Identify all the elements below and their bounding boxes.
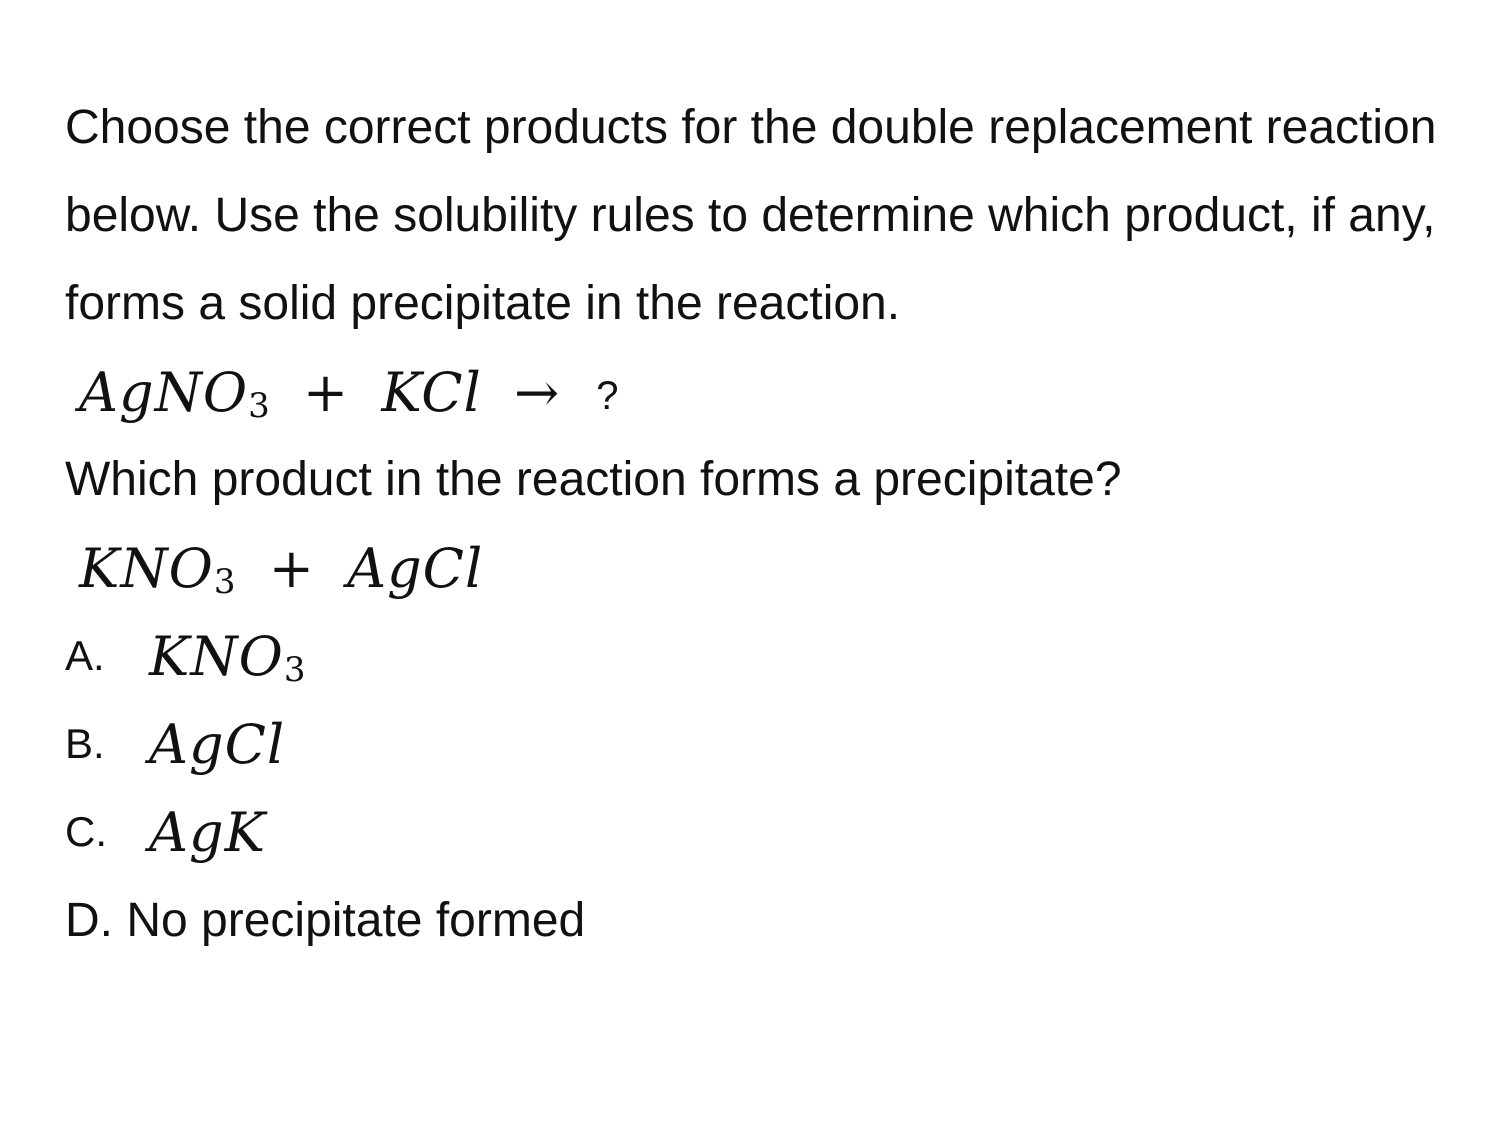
- option-c[interactable]: [65, 788, 1465, 876]
- reactant-1-subscript: 3: [248, 385, 271, 426]
- question-card: [65, 84, 1465, 964]
- option-a-label: A.: [65, 632, 105, 679]
- reactant-1: AgNO: [79, 360, 249, 424]
- unknown-products-mark: ?: [596, 373, 619, 418]
- products-equation: [65, 524, 1465, 612]
- option-d-label: D. No precipitate formed: [65, 893, 586, 947]
- option-c-label: C.: [65, 808, 107, 855]
- option-b-label: B.: [65, 720, 105, 767]
- option-a[interactable]: [65, 612, 1465, 700]
- option-a-formula: [149, 625, 307, 688]
- option-b-formula: AgCl: [149, 712, 286, 776]
- option-c-formula: AgK: [149, 800, 266, 864]
- reaction-equation: [65, 348, 1465, 436]
- option-a-subscript: 3: [283, 649, 307, 690]
- reaction-math: [79, 361, 574, 424]
- products-math: [79, 537, 483, 600]
- prompt-text: Choose the correct products for the double replacement reaction below. Use the solubility rules to determine which product, if any, forms a solid precipitate in the reaction.: [65, 101, 1437, 330]
- plus-sign: +: [268, 536, 315, 600]
- option-a-formula-text: KNO: [149, 624, 284, 688]
- reaction-arrow: →: [513, 360, 561, 424]
- product-1-subscript: 3: [213, 561, 237, 602]
- plus-sign: +: [302, 360, 350, 424]
- product-1: KNO: [79, 536, 214, 600]
- product-2: AgCl: [347, 536, 484, 600]
- option-d[interactable]: [65, 876, 1465, 964]
- reactant-2: KCl: [381, 360, 482, 424]
- option-b[interactable]: [65, 700, 1465, 788]
- question-text: Which product in the reaction forms a precipitate?: [65, 453, 1122, 506]
